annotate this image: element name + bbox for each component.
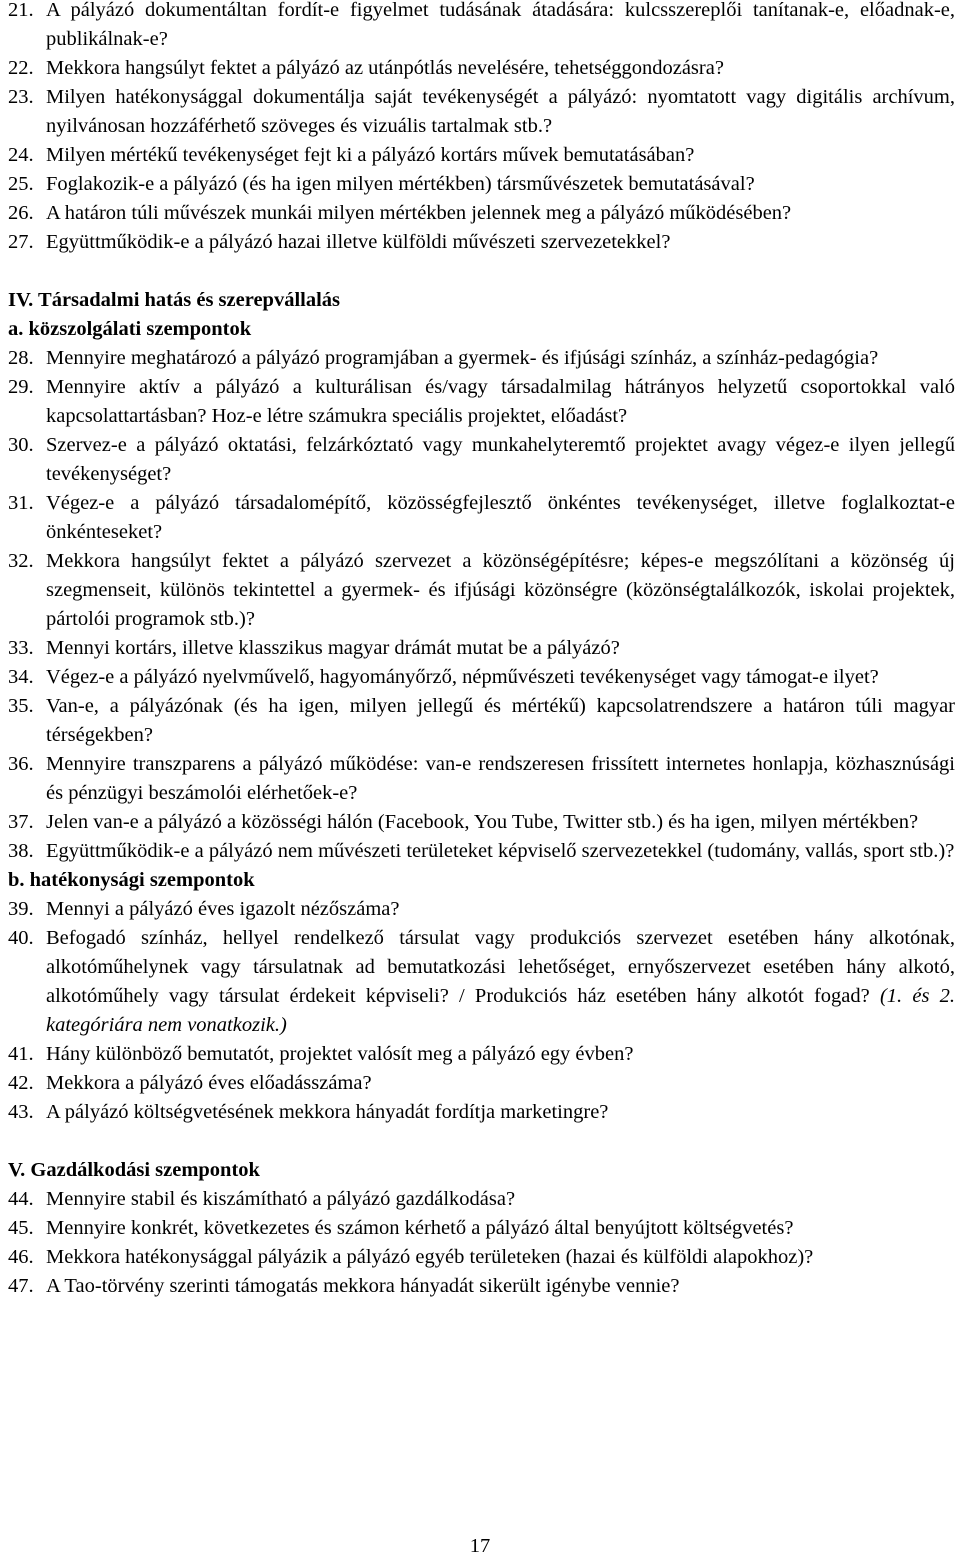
list-item bbox=[8, 1214, 955, 1243]
item-text: Végez-e a pályázó társadalomépítő, közösségfejlesztő önkéntes tevékenységet, illetve foglalkoztat-e önkénteseket? bbox=[46, 492, 955, 543]
item-number: 23. bbox=[8, 86, 34, 108]
item-text: A pályázó költségvetésének mekkora hányadát fordítja marketingre? bbox=[46, 1101, 609, 1123]
list-item bbox=[8, 1243, 955, 1272]
item-number: 26. bbox=[8, 202, 34, 224]
item-number: 42. bbox=[8, 1072, 34, 1094]
item-number: 27. bbox=[8, 231, 34, 253]
list-item bbox=[8, 54, 955, 83]
item-number: 22. bbox=[8, 57, 34, 79]
item-text: Mennyi kortárs, illetve klasszikus magyar drámát mutat be a pályázó? bbox=[46, 637, 620, 659]
list-item bbox=[8, 895, 955, 924]
page-number: 17 bbox=[469, 1535, 491, 1557]
item-number: 30. bbox=[8, 434, 34, 456]
list-item bbox=[8, 634, 955, 663]
list-item bbox=[8, 170, 955, 199]
list-item bbox=[8, 228, 955, 257]
list-item bbox=[8, 808, 955, 837]
spacer bbox=[8, 1127, 955, 1156]
item-number: 35. bbox=[8, 695, 34, 717]
item-number: 34. bbox=[8, 666, 34, 688]
item-number: 39. bbox=[8, 898, 34, 920]
item-text-main: Befogadó színház, hellyel rendelkező társulat vagy produkciós szervezet esetében hány alkotónak, alkotóműhelynek vagy társulatnak ad bemutatkozási lehetőséget, ernyőszervezet esetében hány alkotó, alkotóműhely vagy társulat érdekeit képviseli? / Produkciós ház esetében hány alkotót fogad? bbox=[46, 927, 955, 1007]
item-text: Van-e, a pályázónak (és ha igen, milyen jellegű és mértékű) kapcsolatrendszere a határon túli magyar térségekben? bbox=[46, 695, 955, 746]
list-item bbox=[8, 547, 955, 634]
page-content bbox=[8, 0, 955, 1301]
item-number: 32. bbox=[8, 550, 34, 572]
item-text bbox=[46, 924, 955, 1040]
item-text: A határon túli művészek munkái milyen mértékben jelennek meg a pályázó működésében? bbox=[46, 202, 792, 224]
subsection-heading-b: b. hatékonysági szempontok bbox=[8, 869, 255, 891]
section-heading-iv: IV. Társadalmi hatás és szerepvállalás bbox=[8, 289, 341, 311]
item-text: Mennyire transzparens a pályázó működése: van-e rendszeresen frissített internetes honlapja, közhasznúsági és pénzügyi beszámolói elérhetőek-e? bbox=[46, 753, 955, 804]
item-number: 45. bbox=[8, 1217, 34, 1239]
item-text: Milyen hatékonysággal dokumentálja saját tevékenységét a pályázó: nyomtatott vagy digitális archívum, nyilvánosan hozzáférhető szöveges és vizuális tartalmak stb.? bbox=[46, 86, 955, 137]
list-item bbox=[8, 924, 955, 1040]
item-text: Mennyire konkrét, következetes és számon kérhető a pályázó által benyújtott költségvetés? bbox=[46, 1217, 794, 1239]
item-text: Mennyire stabil és kiszámítható a pályázó gazdálkodása? bbox=[46, 1188, 516, 1210]
spacer bbox=[8, 257, 955, 286]
item-number: 29. bbox=[8, 376, 34, 398]
section-heading-v: V. Gazdálkodási szempontok bbox=[8, 1159, 260, 1181]
item-italic-note: (1. és 2. kategóriára nem vonatkozik.) bbox=[46, 985, 956, 1036]
item-number: 40. bbox=[8, 927, 34, 949]
item-text: Mekkora hangsúlyt fektet a pályázó az utánpótlás nevelésére, tehetséggondozásra? bbox=[46, 57, 724, 79]
item-text: Mennyire aktív a pályázó a kulturálisan és/vagy társadalmilag hátrányos helyzetű csoportokkal való kapcsolattartásban? Hoz-e létre számukra speciális projektet, előadást? bbox=[46, 376, 955, 427]
item-number: 25. bbox=[8, 173, 34, 195]
list-item bbox=[8, 431, 955, 489]
item-text: Végez-e a pályázó nyelvművelő, hagyományőrző, népművészeti tevékenységet vagy támogat-e ilyet? bbox=[46, 666, 879, 688]
list-item bbox=[8, 141, 955, 170]
item-number: 46. bbox=[8, 1246, 34, 1268]
item-number: 47. bbox=[8, 1275, 34, 1297]
item-text: Mennyi a pályázó éves igazolt nézőszáma? bbox=[46, 898, 400, 920]
item-number: 44. bbox=[8, 1188, 34, 1210]
list-item bbox=[8, 1069, 955, 1098]
item-text: Mennyire meghatározó a pályázó programjában a gyermek- és ifjúsági színház, a színház-pedagógia? bbox=[46, 347, 879, 369]
item-text: Együttműködik-e a pályázó nem művészeti területeket képviselő szervezetekkel (tudomány, vallás, sport stb.)? bbox=[46, 840, 955, 862]
item-text: Jelen van-e a pályázó a közösségi hálón (Facebook, You Tube, Twitter stb.) és ha igen, milyen mértékben? bbox=[46, 811, 919, 833]
item-number: 43. bbox=[8, 1101, 34, 1123]
item-number: 24. bbox=[8, 144, 34, 166]
item-text: Foglakozik-e a pályázó (és ha igen milyen mértékben) társművészetek bemutatásával? bbox=[46, 173, 755, 195]
item-number: 41. bbox=[8, 1043, 34, 1065]
item-number: 37. bbox=[8, 811, 34, 833]
list-item bbox=[8, 83, 955, 141]
item-text: Mekkora hangsúlyt fektet a pályázó szervezet a közönségépítésre; képes-e megszólítani a közönség új szegmenseit, különös tekintettel a gyermek- és ifjúsági közönségre (közönségtalálkozók, iskolai projektek, pártolói programok stb.)? bbox=[46, 550, 955, 630]
item-text: Mekkora a pályázó éves előadásszáma? bbox=[46, 1072, 372, 1094]
item-number: 28. bbox=[8, 347, 34, 369]
list-item bbox=[8, 750, 955, 808]
item-number: 38. bbox=[8, 840, 34, 862]
list-item bbox=[8, 373, 955, 431]
item-text: A Tao-törvény szerinti támogatás mekkora hányadát sikerült igénybe vennie? bbox=[46, 1275, 680, 1297]
item-text: Szervez-e a pályázó oktatási, felzárkóztató vagy munkahelyteremtő projektet avagy végez-e ilyen jellegű tevékenységet? bbox=[46, 434, 955, 485]
list-item bbox=[8, 199, 955, 228]
item-number: 31. bbox=[8, 492, 34, 514]
list-item bbox=[8, 1185, 955, 1214]
item-text: A pályázó dokumentáltan fordít-e figyelmet tudásának átadására: kulcsszereplői tanítanak-e, előadnak-e, publikálnak-e? bbox=[46, 0, 955, 50]
item-text: Hány különböző bemutatót, projektet valósít meg a pályázó egy évben? bbox=[46, 1043, 634, 1065]
subsection-heading-a: a. közszolgálati szempontok bbox=[8, 318, 252, 340]
list-item bbox=[8, 1040, 955, 1069]
list-item bbox=[8, 1272, 955, 1301]
list-item bbox=[8, 663, 955, 692]
item-text: Milyen mértékű tevékenységet fejt ki a pályázó kortárs művek bemutatásában? bbox=[46, 144, 695, 166]
item-text: Mekkora hatékonysággal pályázik a pályázó egyéb területeken (hazai és külföldi alapokhoz)? bbox=[46, 1246, 814, 1268]
item-number: 36. bbox=[8, 753, 34, 775]
list-item bbox=[8, 1098, 955, 1127]
item-number: 33. bbox=[8, 637, 34, 659]
list-item bbox=[8, 344, 955, 373]
item-text: Együttműködik-e a pályázó hazai illetve külföldi művészeti szervezetekkel? bbox=[46, 231, 671, 253]
list-item bbox=[8, 692, 955, 750]
item-number: 21. bbox=[8, 0, 34, 21]
list-item bbox=[8, 837, 955, 866]
list-item bbox=[8, 489, 955, 547]
list-item bbox=[8, 0, 955, 54]
